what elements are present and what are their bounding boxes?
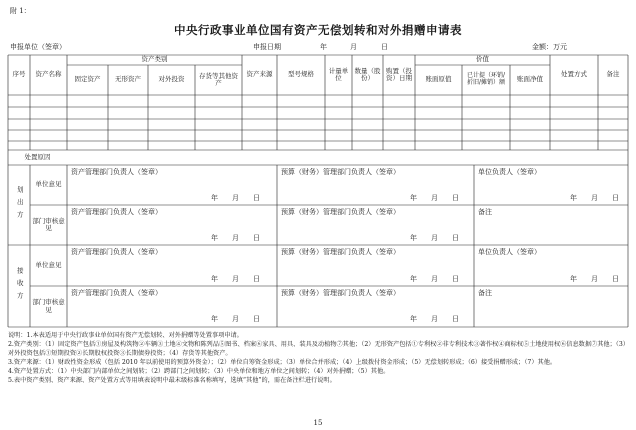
sub-intangible-header: 无形资产	[115, 75, 141, 84]
in-dept-asset-mgr-sign: 资产管理部门负责人（签章）	[71, 289, 162, 297]
col-unit-header: 计量单位	[328, 66, 349, 82]
sub-inventory-header: 存货等其他资产	[199, 71, 238, 87]
out-dept-budget-mgr-date: 年 月 日	[410, 234, 459, 242]
note-5: 5.表中资产类别、资产来源、资产处置方式等用填表说明中最末级标准名称填写，选填“其他”的，需在备注栏进行说明。	[8, 376, 336, 384]
out-unit-asset-mgr-sign: 资产管理部门负责人（签章）	[71, 168, 162, 176]
in-unit-opinion-label: 单位意见	[35, 260, 62, 269]
sub-investment-header: 对外投资	[158, 75, 185, 84]
in-dept-remark: 备注	[478, 289, 492, 297]
sub-book-original-header: 账面原值	[425, 75, 452, 84]
date-day: 日	[381, 43, 388, 51]
out-unit-asset-mgr-date: 年 月 日	[211, 194, 260, 202]
date-year: 年	[320, 43, 327, 51]
col-date-header: 购置（投资）日期	[386, 66, 412, 82]
page-number: 15	[313, 419, 323, 427]
out-dept-budget-mgr-sign: 预算（财务）管理部门负责人（签章）	[281, 208, 400, 216]
col-remark-header: 备注	[606, 70, 620, 79]
out-unit-budget-mgr-date: 年 月 日	[410, 194, 459, 202]
col-qty-header: 数量（股份）	[354, 66, 381, 82]
col-asset-category-header: 资产类别	[141, 55, 168, 64]
applicant-label: 申报单位（签章）	[10, 43, 66, 51]
in-dept-budget-mgr-date: 年 月 日	[410, 315, 459, 323]
in-unit-head-date: 年 月 日	[570, 275, 619, 283]
out-unit-head-date: 年 月 日	[570, 194, 619, 202]
date-label: 申报日期	[253, 43, 281, 51]
out-dept-remark: 备注	[478, 208, 492, 216]
date-month: 月	[350, 43, 357, 51]
form-title: 中央行政事业单位国有资产无偿划转和对外捐赠申请表	[174, 23, 462, 37]
note-1: 说明：1.本表适用于中央行政事业单位国有资产无偿划转、对外捐赠等处置事项申请。	[8, 332, 243, 339]
in-unit-budget-mgr-sign: 预算（财务）管理部门负责人（签章）	[281, 248, 400, 256]
out-unit-head-sign: 单位负责人（签章）	[478, 168, 541, 176]
out-unit-budget-mgr-sign: 预算（财务）管理部门负责人（签章）	[281, 168, 400, 176]
attachment-label: 附 1：	[10, 7, 31, 15]
in-unit-asset-mgr-date: 年 月 日	[211, 275, 260, 283]
in-unit-asset-mgr-sign: 资产管理部门负责人（签章）	[71, 248, 162, 256]
sub-fixed-header: 固定资产	[74, 75, 101, 84]
col-seq-header: 序号	[12, 70, 26, 79]
note-3: 3.资产来源：（1）财政性资金形成（包括 2010 年以前使用的预算外资金）；（2）单位自筹资金形成；（3）单位合并形成；（4）上级拨付资金形成；（5）无偿划转形成；（6）接受捐赠形成；（7）其他。	[8, 358, 557, 366]
out-dept-opinion-label: 部门审核意见	[32, 216, 65, 232]
out-unit-opinion-label: 单位意见	[35, 180, 62, 189]
col-value-header: 价值	[476, 55, 489, 64]
in-unit-budget-mgr-date: 年 月 日	[410, 275, 459, 283]
transfer-out-label: 划出方	[15, 186, 24, 224]
form-notes	[8, 332, 630, 386]
col-asset-name-header: 资产名称	[35, 70, 62, 79]
note-2: 2.资产类别：（1）固定资产包括①房屋及构筑物②车辆③土地④文物和陈列品⑤图书、档案⑥家具、用具、装具及动植物⑦其他；（2）无形资产包括①专利权②非专利技术③著作权④商标权⑤土地使用权⑥信息数据⑦其他；（3）对外投资包括①短期投资②长期股权投资③长期债券投资；（4）存货等其他资产。	[8, 340, 629, 357]
sub-book-net-header: 账面净值	[517, 75, 543, 84]
reason-label: 处置原因	[24, 152, 51, 161]
out-dept-asset-mgr-date: 年 月 日	[211, 234, 260, 242]
in-dept-budget-mgr-sign: 预算（财务）管理部门负责人（签章）	[281, 289, 400, 297]
col-source-header: 资产来源	[246, 70, 273, 79]
col-disposal-header: 处置方式	[561, 70, 587, 79]
transfer-in-label: 接收方	[15, 267, 24, 305]
amount-unit-label: 金额：万元	[532, 43, 567, 51]
note-4: 4.资产处置方式：（1）中央部门内部单位之间划转；（2）跨部门之间划转；（3）中央单位和地方单位之间划转；（4）对外捐赠；（5）其他。	[8, 367, 390, 375]
col-model-header: 型号规格	[288, 70, 314, 79]
out-dept-asset-mgr-sign: 资产管理部门负责人（签章）	[71, 208, 162, 216]
sub-depreciation-header: 已计提（环销/折旧/摊销）额	[466, 72, 506, 86]
in-dept-asset-mgr-date: 年 月 日	[211, 315, 260, 323]
in-dept-opinion-label: 部门审核意见	[32, 298, 65, 314]
in-unit-head-sign: 单位负责人（签章）	[478, 248, 541, 256]
